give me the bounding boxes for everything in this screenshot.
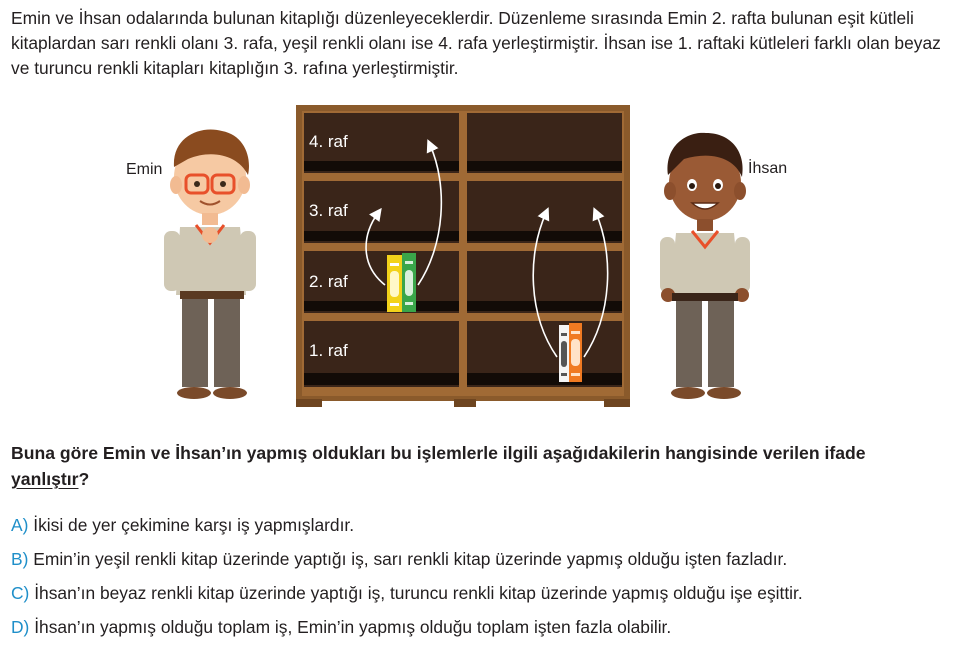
question-end: ? [78,469,90,489]
illustration [0,95,953,415]
question-emphasis: yanlıştır [11,469,79,489]
option-a-text: İkisi de yer çekimine karşı iş yapmışlardır. [33,515,355,535]
option-c[interactable] [11,580,945,614]
question-main: Buna göre Emin ve İhsan’ın yapmış oldukları bu işlemlerle ilgili aşağıdakilerin hangisinde verilen ifade [11,443,866,463]
option-d-letter: D) [11,617,30,637]
option-d-text: İhsan’ın yapmış olduğu toplam iş, Emin’in yapmış olduğu toplam işten fazla olabilir. [34,617,672,637]
ihsan-label: İhsan [748,160,788,177]
option-b-text: Emin’in yeşil renkli kitap üzerinde yaptığı iş, sarı renkli kitap üzerinde yapmış olduğu işten fazladır. [33,549,788,569]
question-text [11,440,945,492]
option-a[interactable] [11,512,945,546]
option-c-letter: C) [11,583,30,603]
book-white [559,325,569,382]
emin-character [164,130,256,400]
shelf-label-1: 1. raf [309,341,348,360]
shelf-label-3: 3. raf [309,201,348,220]
bookcase-foot-left [296,399,322,407]
bookcase-figure [0,95,953,415]
book-orange [569,323,582,382]
option-d[interactable] [11,614,945,648]
book-green [402,253,416,312]
intro-paragraph: Emin ve İhsan odalarında bulunan kitaplığı düzenleyeceklerdir. Düzenleme sırasında Emin 2. rafta bulunan eşit kütleli kitaplardan sarı renkli olanı 3. rafa, yeşil renkli olanı ise 4. rafa yerleştirmiştir. İhsan ise 1. raftaki kütleleri farklı olan beyaz ve turuncu renkli kitapları kitaplığın 3. rafına yerleştirmiştir. [11,8,941,78]
option-c-text: İhsan’ın beyaz renkli kitap üzerinde yaptığı iş, turuncu renkli kitap üzerinde yapmış olduğu işe eşittir. [34,583,803,603]
emin-label: Emin [126,161,163,178]
option-b[interactable] [11,546,945,580]
answer-options [11,512,945,648]
option-a-letter: A) [11,515,29,535]
bookcase-foot-middle [454,399,476,407]
option-b-letter: B) [11,549,29,569]
book-yellow [387,255,402,312]
ihsan-character [660,133,750,399]
shelf-label-2: 2. raf [309,272,348,291]
shelf-label-4: 4. raf [309,132,348,151]
bookcase-foot-right [604,399,630,407]
